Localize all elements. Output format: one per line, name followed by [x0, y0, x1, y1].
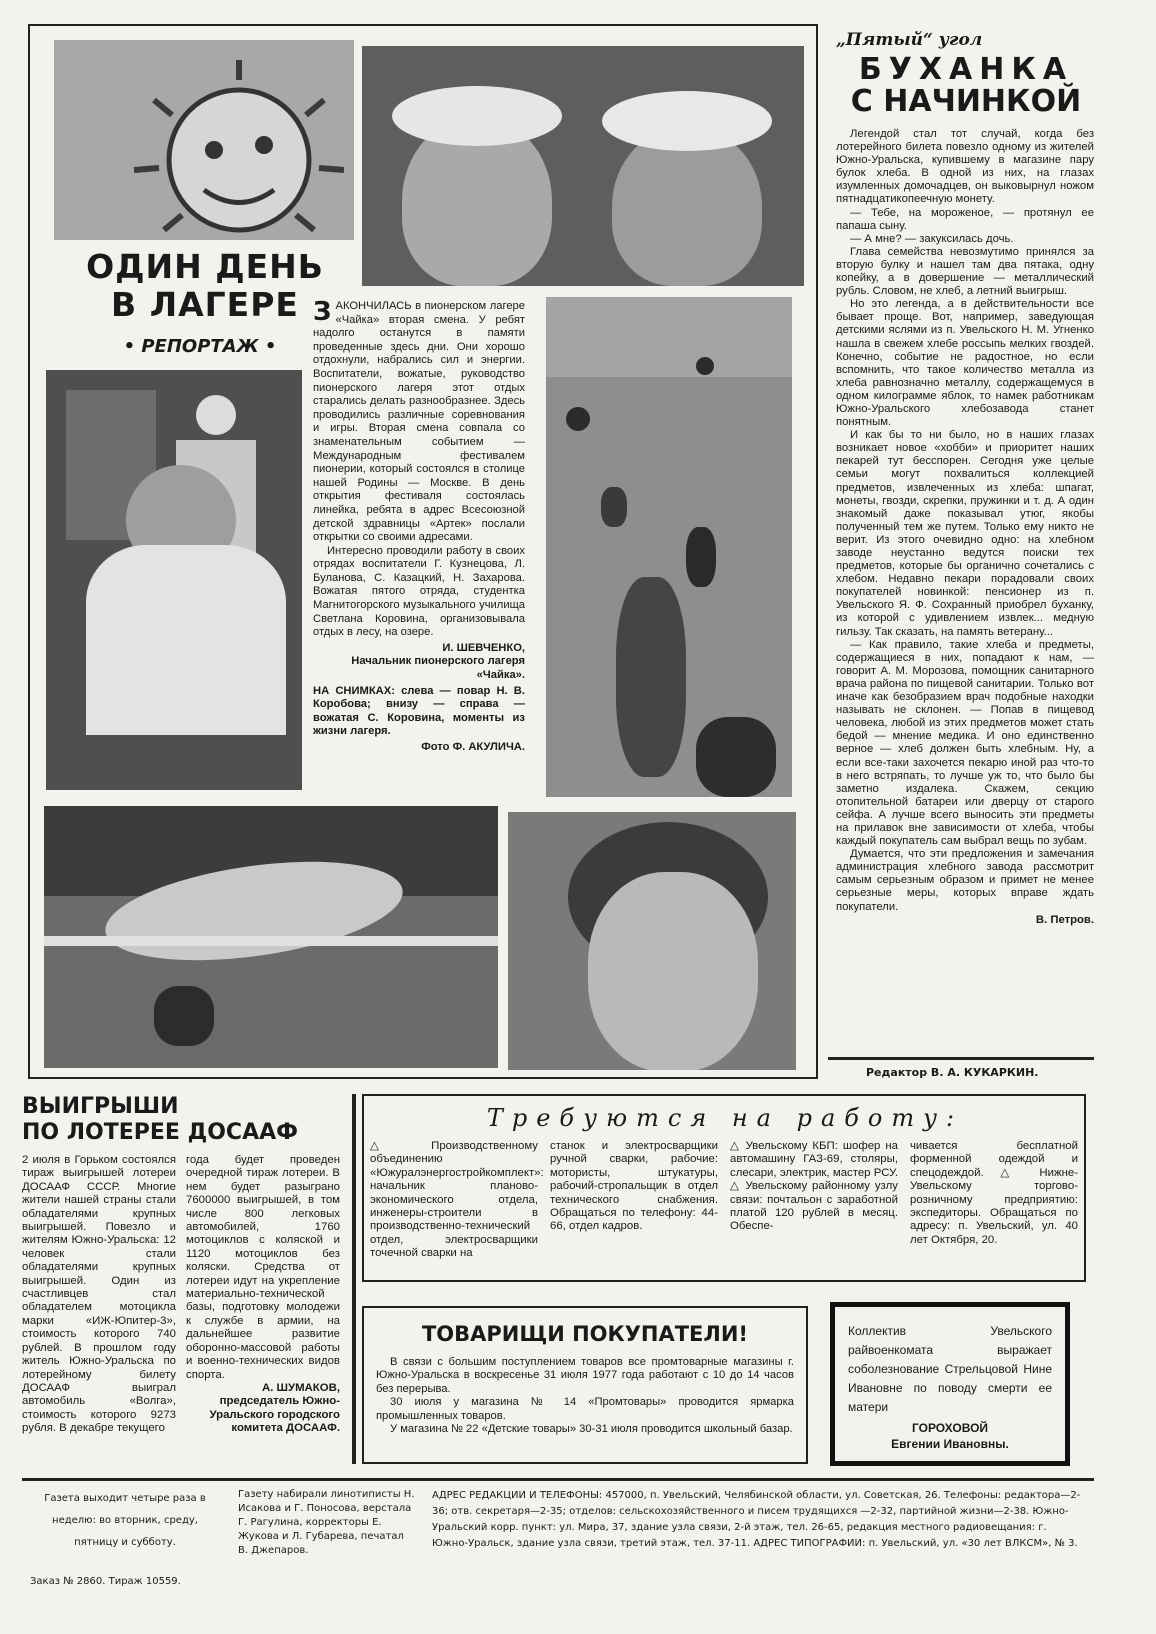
corner-kicker: „Пятый“ угол: [836, 30, 983, 50]
lottery-signature: А. ШУМАКОВ,: [261, 1381, 340, 1394]
sun-drawing-photo: [54, 40, 354, 240]
swimming-photo: [546, 297, 792, 797]
cook-photo: [46, 370, 302, 790]
jobs-col2: станок и электросварщики ручной сварки, рабочие: мотористы, штукатуры, рабочий-стропальщик в отдел технического снабжения. Обращаться по телефону: 44-66, отдел кадров.: [550, 1140, 718, 1233]
corner-signature: В. Петров.: [1035, 913, 1094, 926]
girl-portrait-photo: [508, 812, 796, 1070]
footer-typeset: Газету набирали линотиписты Н. Исакова и Г. Поносова, верстала Г. Рагулина, корректоры Е. Жукова и Л. Губарева, печатал В. Джепаров.: [238, 1489, 415, 1556]
photo-credit: Фото Ф. АКУЛИЧА.: [421, 741, 525, 753]
editor-line: Редактор В. А. КУКАРКИН.: [866, 1066, 1039, 1079]
corner-body: Легендой стал тот случай, когда без лотерейного билета повезло одному из жителей Южно-Уральска, купившему в магазине пару булок хлеба. В одной из них, на глазах изумленных домочадцев, он выковырнул ножом пятнадцатикопеечную монету. — Тебе, на мороженое, — протянул ее папаша сыну. — А мне? — закуксилась дочь. Глава семейства невозмутимо принялся за вторую булку и нашел там два пятака, одну копейку, а в довершение — металлический рубль. Словом, не хлеб, а летний выигрыш. Но это легенда, а в действительности все бывает проще. Вот, например, заведующая детскими яслями из п. Увельского Н. М. Угненко нашла в свежем хлебе россыпь мелких гвоздей. Конечно, событие не радостное, но если вспомнить, что такое количество металла из хлеба равнозначно металлу, содержащемуся в одном килограмме яблок, то намек работникам Южно-Уральского хлебозавода станет понятным. И как бы то ни было, но в наших глазах возникает новое «хобби» и приоритет наших пекарей тут бесспорен. Сегодня уже целые семьи могут похвалиться коллекцией предметов, извлеченных из хлеба: шпагат, монеты, гвозди, скрепки, пружинки и т. д. А один знакомый даже показывал утюг, якобы полученный тем же путем. Только ему никто не верит. Из этого очевидно одно: на хлебном заводе неустанно ведутся поиски тех предметов, которые бы органично сочетались с хлебом. Недавно пекари порадовали своих покупателей новинкой: пенсионер из п. Увельского Я. Ф. Сохранный приобрел буханку, из которой с удивлением извлек... медную гильзу. Так сказать, на память ветерану... — Как правило, такие хлеба и предметы, содержащиеся в них, попадают к нам, — говорит А. М. Морозова, помощник санитарного врача района по пищевой санитарии. Только вот иначе как безобразием врач подобные находки называть не склонен. — Попав в пищевод человека, любой из этих предметов может стать бедой — мнение медика. И оно единственно верное — хлеб должен быть хлебным. Ну, а если все-таки захочется пекарю иной раз что-то в него встряпать, то лучше уж то, что было бы заметно издалека. Скажем, секцию отопительной батареи или дверцу от старого сейфа. А лучше всего выносить эти предметы на прилавок вне зависимости от хлеба, чтобы каждый покупатель сам выбрал вещь по зубам. Думается, что эти предложения и замечания администрация хлебного завода рассмотрит самым серьезным образом и примет не менее серьезные меры, которых вправе ждать покупатели. В. Петров.: [836, 128, 1094, 926]
footer-address: АДРЕС РЕДАКЦИИ И ТЕЛЕФОНЫ: 457000, п. Увельский, Челябинской области, ул. Советская, 26. Телефоны: редактора—2-36; отв. секретаря—2-35; отделов: сельскохозяйственного и писем трудящихся —2-32, партийной жизни—2-38. Южно-Уральский корр. пункт: ул. Мира, 37, здание узла связи, 2-й этаж, тел. 26-65, редакция местного радиовещания: г. Южно-Уральск, здание узла связи, третий этаж, тел. 37-11. АДРЕС ТИПОГРАФИИ: п. Увельский, ул. «30 лет ВЛКСМ», № 3.: [432, 1490, 1081, 1549]
hurdle-jump-photo: [44, 806, 498, 1068]
jobs-col1: △ Производственному объединению «Южуралэнергостройкомплект»: начальник планово-экономического отдела, инженеры-строители в производственно-технический отдел, электросварщики точечной сварки на: [370, 1140, 544, 1260]
footer-schedule: Газета выходит четыре раза в неделю: во вторник, среду, пятницу и субботу.: [44, 1493, 206, 1548]
lottery-signature-title: председатель Южно-Уральского городского комитета ДОСААФ.: [209, 1395, 340, 1435]
lottery-col2: года будет проведен очередной тираж лотереи. В нем будет разыграно 7600000 выигрышей, в том числе 800 легковых автомобилей, 1760 мотоциклов с коляской и 1120 мотоциклов без коляски. Средства от лотереи идут на укрепление материально-технической базы, подготовку молодежи к службе в армии, на дальнейшее развитие оборонно-массовой работы и военно-технических видов спорта. А. ШУМАКОВ, председатель Южно-Уральского городского комитета ДОСААФ.: [186, 1154, 340, 1435]
report-captions: НА СНИМКАХ: слева — повар Н. В. Коробова; внизу — справа — вожатая С. Коровина, моменты из жизни лагеря.: [313, 684, 525, 738]
report-headline: ОДИН ДЕНЬ В ЛАГЕРЕ: [86, 247, 324, 324]
buyers-title: ТОВАРИЩИ ПОКУПАТЕЛИ!: [421, 1322, 748, 1346]
report-author: И. ШЕВЧЕНКО,: [442, 641, 525, 654]
condolence-name: ГОРОХОВОЙ Евгении Ивановны.: [891, 1421, 1009, 1451]
corner-rule: [828, 1057, 1094, 1060]
buyers-body: В связи с большим поступлением товаров все промтоварные магазины г. Южно-Уральска в воскресенье 31 июля 1977 года работают с 10 до 14 часов без перерыва. 30 июля у магазина № 14 «Промтовары» проводится ярмарка промышленных товаров. У магазина № 22 «Детские товары» 30-31 июля проводится школьный базар.: [376, 1356, 794, 1436]
report-author-title: Начальник пионерского лагеря «Чайка».: [351, 655, 525, 682]
jobs-col3: △ Увельскому КБП: шофер на автомашину ГАЗ-69, столяры, слесари, электрик, мастер РСУ. △ Увельскому районному узлу связи: почтальон с заработной платой 120 рублей в месяц. Обеспе-: [730, 1140, 898, 1233]
footer-rule: [22, 1478, 1094, 1481]
condolence-text: Коллектив Увельского райвоенкомата выражает соболезнование Стрельцовой Нине Ивановне по поводу смерти ее матери: [848, 1324, 1052, 1414]
jobs-title: Требуются на работу:: [486, 1104, 964, 1132]
lottery-col1: 2 июля в Горьком состоялся тираж выигрышей лотереи ДОСААФ СССР. Многие жители нашей страны стали обладателями крупных выигрышей. Повезло и жителям Южно-Уральска: 12 человек стали обладателями крупных выигрышей. Один из счастливцев стал обладателем мотоцикла марки «ИЖ-Юпитер-3», стоимость которого 740 рублей. В прошлом году житель Южно-Уральска по лотерейному билету ДОСААФ выиграл автомобиль «Волга», стоимость которого 9273 рубля. В декабре текущего: [22, 1154, 176, 1435]
lottery-divider: [352, 1094, 356, 1464]
report-rubric: • РЕПОРТАЖ •: [123, 336, 277, 357]
report-body: ЗАКОНЧИЛАСЬ в пионерском лагере «Чайка» вторая смена. У ребят надолго останутся в памяти проведенные здесь дни. Они хорошо отдохнули, набрались сил и энергии. Воспитатели, вожатые, руководство пионерского лагеря этот отдых старались делать разнообразнее. Здесь проводились различные соревнования и игры. Вторая смена совпала со знаменательным событием — Международным фестивалем пионерии, который состоялся в столице нашей Родины — Москве. В день открытия фестиваля состоялась линейка, ребята в адрес Всесоюзной детской здравницы «Артек» послали открытки со своими адресами. Интересно проводили работу в своих отрядах воспитатели Г. Кузнецова, Л. Буланова, С. Казацкий, Н. Захарова. Вожатая пятого отряда, студентка Магнитогорского музыкального училища Светлана Коровина, организовывала отдых в лесу, на озере. И. ШЕВЧЕНКО, Начальник пионерского лагеря «Чайка». НА СНИМКАХ: слева — повар Н. В. Коробова; внизу — справа — вожатая С. Коровина, моменты из жизни лагеря. Фото Ф. АКУЛИЧА.: [313, 297, 525, 753]
corner-title: БУХАНКА С НАЧИНКОЙ: [850, 52, 1082, 119]
footer-order: Заказ № 2860. Тираж 10559.: [30, 1576, 181, 1587]
dropcap: З: [313, 297, 332, 327]
children-faces-photo: [362, 46, 804, 286]
jobs-col4: чивается бесплатной форменной одеждой и спецодеждой. △ Нижне-Увельскому торгово-розничному предприятию: экспедиторы. Обращаться по адресу: п. Увельский, ул. 40 лет Октября, 20.: [910, 1140, 1078, 1246]
lottery-title: ВЫИГРЫШИ ПО ЛОТЕРЕЕ ДОСААФ: [22, 1094, 298, 1145]
